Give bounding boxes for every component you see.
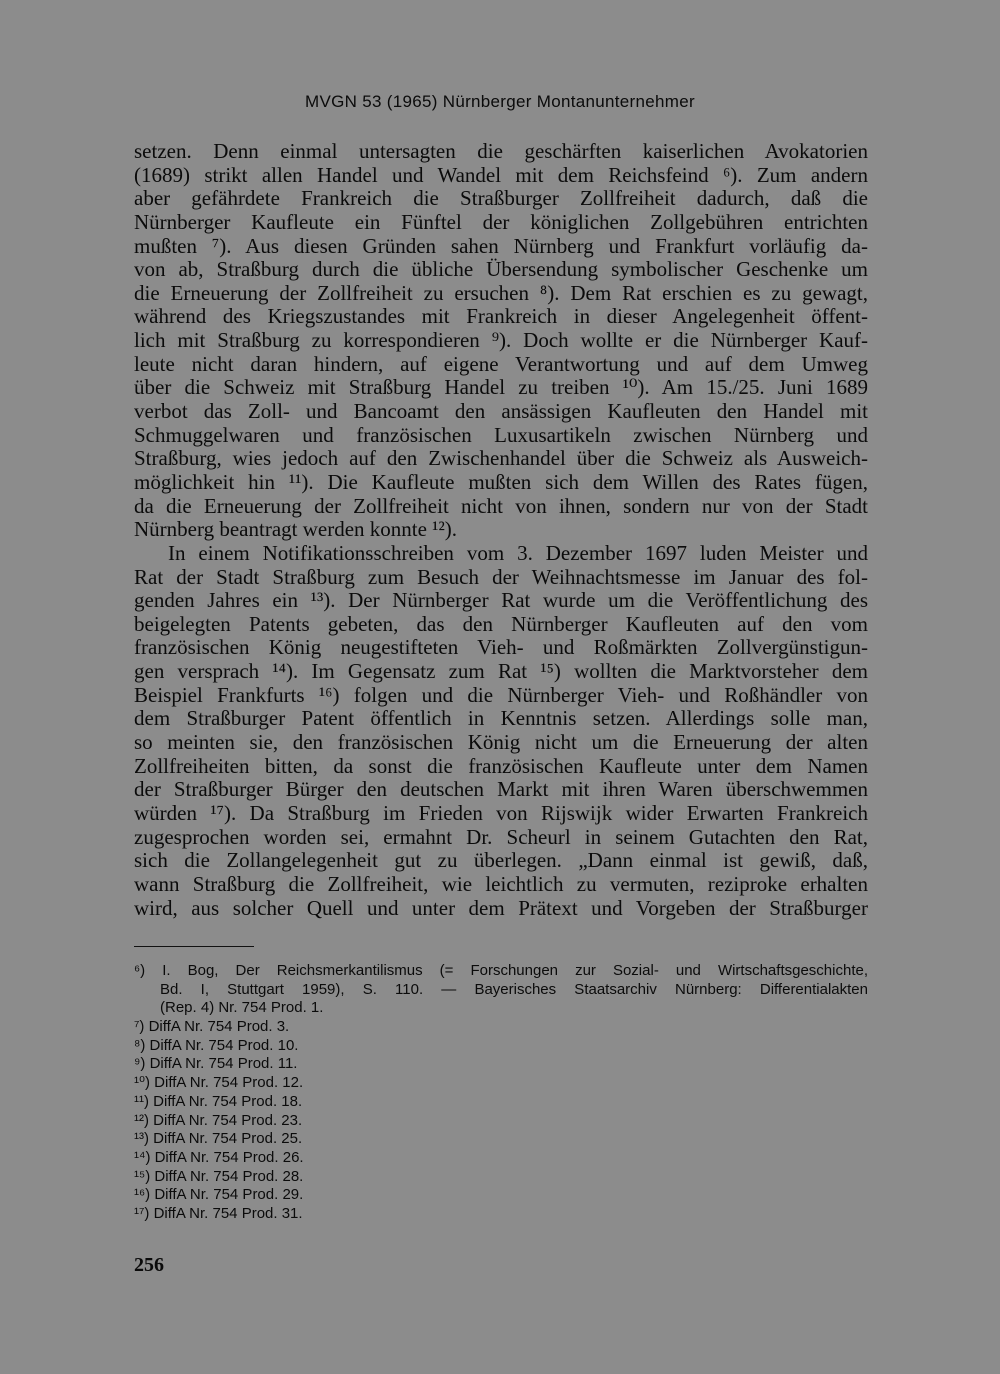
footnote-line: ¹⁶) DiffA Nr. 754 Prod. 29. <box>134 1186 304 1204</box>
footnote-line: ¹⁴) DiffA Nr. 754 Prod. 26. <box>134 1148 304 1166</box>
footnote-line: ¹³) DiffA Nr. 754 Prod. 25. <box>134 1130 303 1148</box>
footnote-line: ⁶) I. Bog, Der Reichsmerkantilismus (= Forschungen zur Sozial- und Wirtschaftsgeschichte, <box>134 962 868 979</box>
body-line: lich mit Straßburg zu korrespondieren ⁹). Doch wollte er die Nürnberger Kauf- <box>134 328 868 353</box>
body-line: französischen König neugestifteten Vieh- und Roßmärkten Zollvergünstigun- <box>134 635 868 660</box>
footnote-line: ⁹) DiffA Nr. 754 Prod. 11. <box>134 1055 298 1073</box>
page-number: 256 <box>134 1254 164 1276</box>
body-line: gen versprach ¹⁴). Im Gegensatz zum Rat ¹⁵) wollten die Marktvorsteher dem <box>134 659 868 684</box>
body-line: sich die Zollangelegenheit gut zu überlegen. „Dann einmal ist gewiß, daß, <box>134 848 868 873</box>
body-line: In einem Notifikationsschreiben vom 3. Dezember 1697 luden Meister und <box>168 540 868 565</box>
body-line: wann Straßburg die Zollfreiheit, wie leichtlich zu vermuten, reziproke erhalten <box>134 871 868 896</box>
body-line: zugesprochen worden sei, ermahnt Dr. Scheurl in seinem Gutachten den Rat, <box>134 824 868 849</box>
footnote-line: ¹¹) DiffA Nr. 754 Prod. 18. <box>134 1092 303 1110</box>
body-line: beigelegten Patents gebeten, das den Nürnberger Kaufleuten auf den vom <box>134 611 868 636</box>
body-line: Zollfreiheiten bitten, da sonst die französischen Kaufleute unter dem Namen <box>134 753 868 778</box>
footnote-line: ⁸) DiffA Nr. 754 Prod. 10. <box>134 1036 299 1054</box>
footnote-line: ¹⁵) DiffA Nr. 754 Prod. 28. <box>134 1167 304 1185</box>
body-line: mußten ⁷). Aus diesen Gründen sahen Nürnberg und Frankfurt vorläufig da- <box>134 233 868 258</box>
body-line: leute nicht daran hindern, auf eigene Verantwortung und auf dem Umweg <box>134 351 868 376</box>
body-line: der Straßburger Bürger den deutschen Markt mit ihren Waren überschwemmen <box>134 777 868 802</box>
footnote-line: ⁷) DiffA Nr. 754 Prod. 3. <box>134 1018 290 1036</box>
body-line: würden ¹⁷). Da Straßburg im Frieden von Rijswijk wider Erwarten Frankreich <box>134 800 868 825</box>
body-line: da die Erneuerung der Zollfreiheit nicht von ihnen, sondern nur von der Stadt <box>134 493 868 518</box>
body-line: Nürnberg beantragt werden konnte ¹²). <box>134 517 458 542</box>
body-line: so meinten sie, den französischen König nicht um die Erneuerung der alten <box>134 730 868 755</box>
body-line: genden Jahres ein ¹³). Der Nürnberger Rat wurde um die Veröffentlichung des <box>134 588 868 613</box>
footnote-line: ¹⁰) DiffA Nr. 754 Prod. 12. <box>134 1074 304 1092</box>
running-header: MVGN 53 (1965) Nürnberger Montanunternehmer <box>305 92 695 111</box>
footnote-line: ¹²) DiffA Nr. 754 Prod. 23. <box>134 1111 303 1129</box>
body-line: Rat der Stadt Straßburg zum Besuch der Weihnachtsmesse im Januar des fol- <box>134 564 868 589</box>
body-line: während des Kriegszustandes mit Frankreich in dieser Angelegenheit öffent- <box>134 304 868 329</box>
body-line: Straßburg, wies jedoch auf den Zwischenhandel über die Schweiz als Ausweich- <box>134 446 868 471</box>
body-line: Nürnberger Kaufleute ein Fünftel der königlichen Zollgebühren entrichten <box>134 209 868 234</box>
body-text <box>134 140 868 920</box>
body-line: wird, aus solcher Quell und unter dem Prätext und Vorgeben der Straßburger <box>134 895 868 920</box>
body-line: setzen. Denn einmal untersagten die geschärften kaiserlichen Avokatorien <box>134 139 868 163</box>
body-line: von ab, Straßburg durch die übliche Übersendung symbolischer Geschenke um <box>134 257 868 282</box>
footnote-line: ¹⁷) DiffA Nr. 754 Prod. 31. <box>134 1204 303 1222</box>
body-line: Beispiel Frankfurts ¹⁶) folgen und die Nürnberger Vieh- und Roßhändler von <box>134 682 868 707</box>
body-line: verbot das Zoll- und Bancoamt den ansässigen Kaufleuten den Handel mit <box>134 399 868 424</box>
body-line: die Erneuerung der Zollfreiheit zu ersuchen ⁸). Dem Rat erschien es zu gewagt, <box>134 280 868 305</box>
footnote-line: (Rep. 4) Nr. 754 Prod. 1. <box>160 999 324 1017</box>
body-line: dem Straßburger Patent öffentlich in Kenntnis setzen. Allerdings solle man, <box>134 706 868 731</box>
body-line: möglichkeit hin ¹¹). Die Kaufleute mußten sich dem Willen des Rates fügen, <box>134 469 868 494</box>
footnote-line: Bd. I, Stuttgart 1959), S. 110. — Bayerisches Staatsarchiv Nürnberg: Differentialakten <box>160 980 868 998</box>
footnotes <box>134 962 868 1224</box>
body-line: Schmuggelwaren und französischen Luxusartikeln zwischen Nürnberg und <box>134 422 868 447</box>
body-line: über die Schweiz mit Straßburg Handel zu treiben ¹⁰). Am 15./25. Juni 1689 <box>134 375 868 400</box>
body-line: aber gefährdete Frankreich die Straßburger Zollfreiheit dadurch, daß die <box>134 186 868 211</box>
footnote-divider <box>134 946 254 947</box>
body-line: (1689) strikt allen Handel und Wandel mit dem Reichsfeind ⁶). Zum andern <box>134 162 868 187</box>
